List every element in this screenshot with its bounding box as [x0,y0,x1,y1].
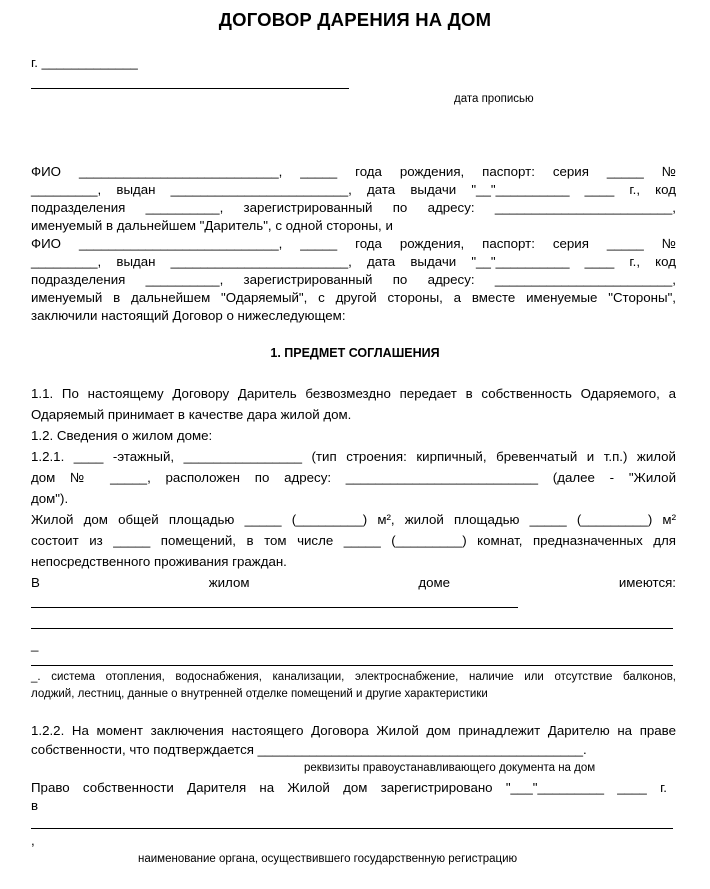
features-blank-line-1 [31,607,518,608]
party-line-1: ФИО ___________________________, _____ года рождения, паспорт: серия _____ № [31,164,676,179]
registration-caption: наименование органа, осуществившего государственную регистрацию [138,853,518,865]
s122-line-2: собственности, что подтверждается ____________________________________________. [31,742,587,757]
s1-line-2: Одаряемый принимает в качестве дара жилой дом. [31,407,352,422]
v-line: в [31,798,39,813]
features-note-2: лоджий, лестниц, данные о внутренней отделке помещений и другие характеристики [31,688,488,700]
city-line: г. _____________ [31,55,138,70]
party-line-6: _________, выдан ________________________, дата выдачи "__"__________ ____ г., код [31,254,676,269]
s1-line-9: непосредственного проживания граждан. [31,554,287,569]
dash-line: _ [31,637,39,652]
doc-caption: реквизиты правоустанавливающего документа на дом [304,762,596,774]
document-title: ДОГОВОР ДАРЕНИЯ НА ДОМ [218,9,492,30]
section-1-title: 1. ПРЕДМЕТ СОГЛАШЕНИЯ [270,346,440,360]
features-blank-line-3 [31,665,673,666]
party-line-7: подразделения __________, зарегистрированный по адресу: ________________________, [31,272,676,287]
s122-line-1: 1.2.2. На момент заключения настоящего Договора Жилой дом принадлежит Дарителю на праве [31,723,676,738]
comma-line: , [31,833,35,848]
s1-line-5: дом № _____, расположен по адресу: __________________________ (далее - "Жилой [31,470,676,485]
s1-line-10: В жилом доме имеются: [31,575,676,590]
date-caption: дата прописью [454,93,534,105]
s1-line-3: 1.2. Сведения о жилом доме: [31,428,213,443]
features-blank-line-2 [31,628,673,629]
party-line-3: подразделения __________, зарегистрированный по адресу: ________________________, [31,200,676,215]
features-note-1: _. система отопления, водоснабжения, канализации, электроснабжение, наличие или отсутствие балконов, [31,671,676,683]
s1-line-8: состоит из _____ помещений, в том числе _____ (_________) комнат, предназначенных для [31,533,676,548]
s1-line-1: 1.1. По настоящему Договору Даритель безвозмездно передает в собственность Одаряемого, а [31,386,676,401]
s1-line-4: 1.2.1. ____ -этажный, ________________ (тип строения: кирпичный, бревенчатый и т.п.) жилой [31,449,676,464]
party-line-5: ФИО ___________________________, _____ года рождения, паспорт: серия _____ № [31,236,676,251]
party-line-4: именуемый в дальнейшем "Даритель", с одной стороны, и [31,218,393,233]
party-line-9: заключили настоящий Договор о нижеследующем: [31,308,346,323]
registration-blank-line [31,828,673,829]
registration-line: Право собственности Дарителя на Жилой дом зарегистрировано "___"_________ ____ г. [31,780,667,795]
date-blank-line [31,88,349,89]
party-line-2: _________, выдан ________________________, дата выдачи "__"__________ ____ г., код [31,182,676,197]
s1-line-7: Жилой дом общей площадью _____ (_________) м², жилой площадью _____ (_________) м² [31,512,676,527]
s1-line-6: дом"). [31,491,69,506]
party-line-8: именуемый в дальнейшем "Одаряемый", с другой стороны, а вместе именуемые "Стороны", [31,290,676,305]
